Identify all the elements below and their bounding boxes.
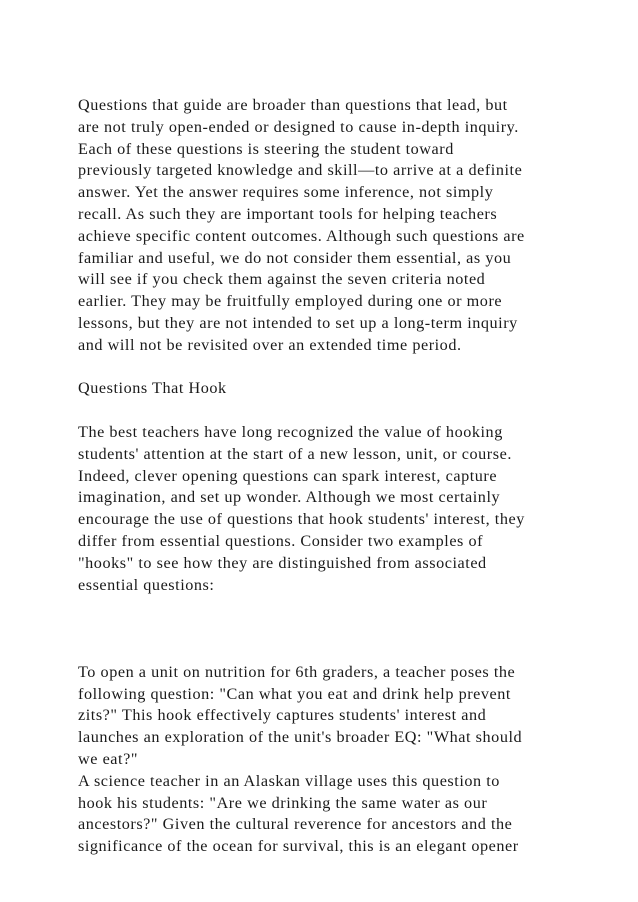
text-line: To open a unit on nutrition for 6th graders, a teacher poses the [78,662,516,681]
text-line: earlier. They may be fruitfully employed during one or more [78,292,503,311]
text-line: we eat?" [78,749,138,768]
text-line: are not truly open-ended or designed to cause in-depth inquiry. [78,117,519,136]
text-line: lessons, but they are not intended to set up a long-term inquiry [78,313,518,332]
text-line: Each of these questions is steering the student toward [78,139,454,158]
text-line: zits?" This hook effectively captures students' interest and [78,706,487,725]
text-line: "hooks" to see how they are distinguished from associated [78,553,487,572]
text-line: will see if you check them against the seven criteria noted [78,270,486,289]
text-line: and will not be revisited over an extended time period. [78,335,462,354]
text-line: recall. As such they are important tools for helping teachers [78,204,498,223]
paragraph-spacer [78,400,618,422]
text-line: essential questions: [78,575,215,594]
paragraph-spacer [78,357,618,379]
text-line: A science teacher in an Alaskan village uses this question to [78,771,500,790]
text-line: significance of the ocean for survival, this is an elegant opener [78,837,519,856]
text-line: students' attention at the start of a new lesson, unit, or course. [78,444,512,463]
text-line: launches an exploration of the unit's broader EQ: "What should [78,728,523,747]
text-line: Questions that guide are broader than questions that lead, but [78,96,508,114]
section-heading [78,378,618,400]
text-line: answer. Yet the answer requires some inference, not simply [78,183,494,202]
text-line: The best teachers have long recognized the value of hooking [78,422,503,441]
paragraph-hooks-intro [78,422,618,596]
paragraph-nutrition-example [78,662,618,771]
paragraph-alaskan-example [78,771,618,858]
paragraph-questions-that-guide [78,95,618,357]
paragraph-spacer [78,596,618,661]
document-body [78,95,618,858]
text-line: Indeed, clever opening questions can spark interest, capture [78,466,498,485]
text-line: ancestors?" Given the cultural reverence for ancestors and the [78,815,513,834]
text-line: encourage the use of questions that hook students' interest, they [78,510,525,529]
heading-questions-that-hook: Questions That Hook [78,379,227,398]
text-line: achieve specific content outcomes. Although such questions are [78,226,525,245]
text-line: familiar and useful, we do not consider them essential, as you [78,248,512,267]
text-line: differ from essential questions. Consider two examples of [78,531,484,550]
text-line: hook his students: "Are we drinking the same water as our [78,793,488,812]
text-line: following question: "Can what you eat and drink help prevent [78,684,511,703]
text-line: previously targeted knowledge and skill—to arrive at a definite [78,161,523,180]
text-line: imagination, and set up wonder. Although we most certainly [78,488,501,507]
